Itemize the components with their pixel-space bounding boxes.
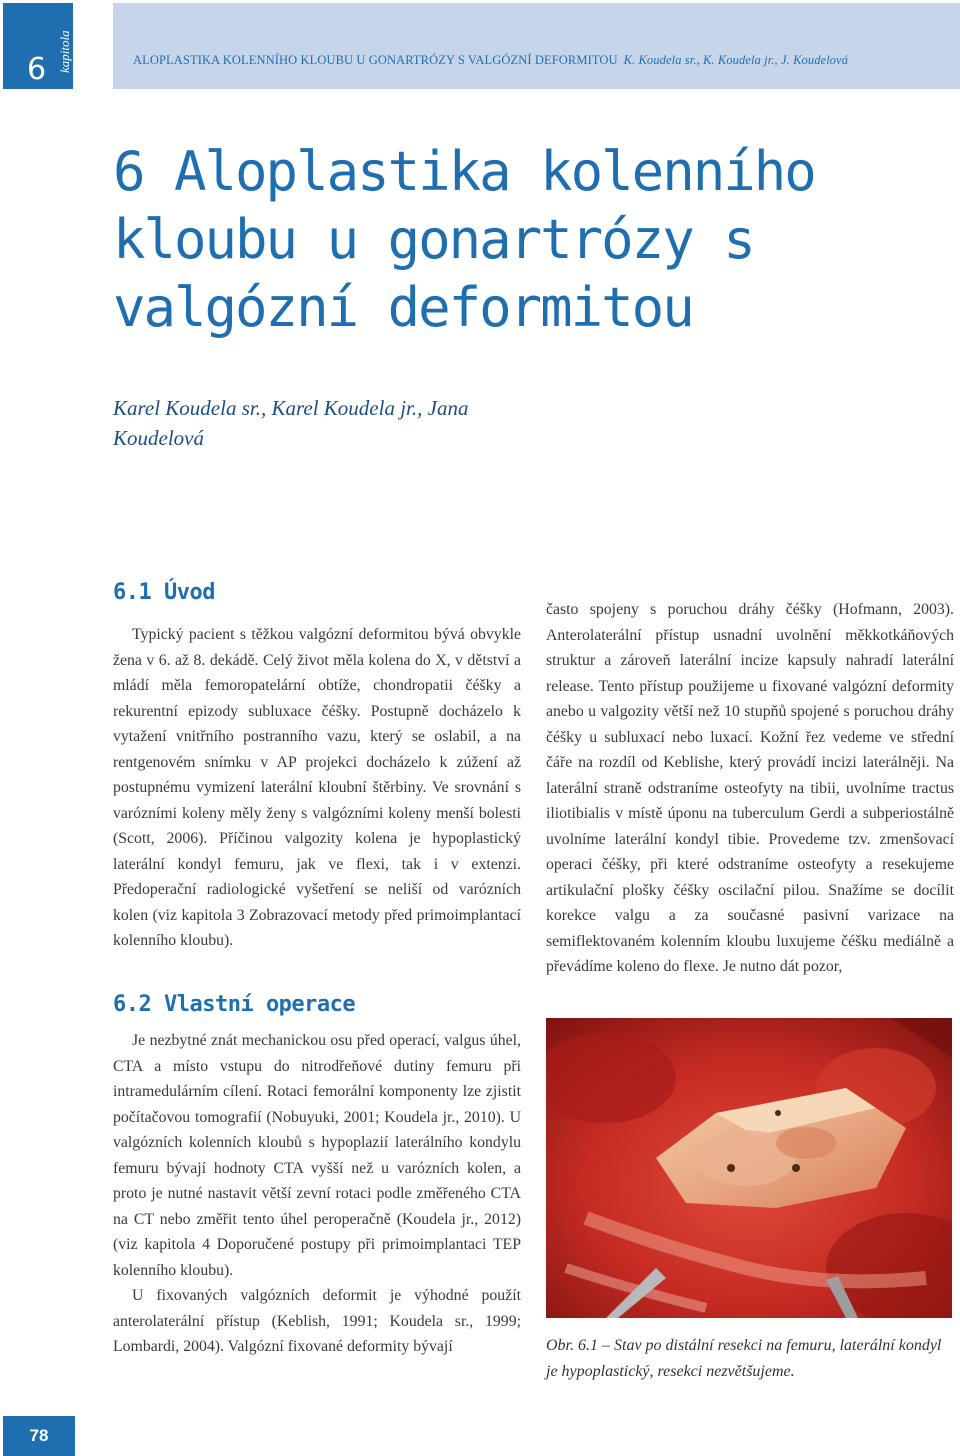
chapter-label: kapitola: [57, 30, 72, 73]
operation-text: [113, 1028, 521, 1360]
section-heading-operation: 6.2 Vlastní operace: [113, 992, 356, 1017]
paragraph: Je nezbytné znát mechanickou osu před operací, valgus úhel, CTA a místo vstupu do nitrodřeňové dutiny femuru při intramedulárním cílení. Rotaci femorální komponenty lze zjistit počítačovou tomografií (Nobuyuki, 2001; Koudela jr., 2010). U valgózních kolenních kloubů s hypoplazií laterálního kondylu femuru bývají hodnoty CTA vyšší než u varózních kolen, a proto je nutné nastavit větší zevní rotaci podle změřeného CTA na CT nebo změřit tento úhel peroperačně (Koudela jr., 2012) (viz kapitola 4 Doporučené postupy při primoimplantaci TEP kolenního kloubu).: [113, 1032, 521, 1279]
right-column-text: [546, 597, 954, 980]
page-number: 78: [3, 1416, 75, 1456]
intro-text: [113, 622, 521, 954]
paragraph: Typický pacient s těžkou valgózní deformitou bývá obvykle žena v 6. až 8. dekádě. Celý život měla kolena do X, v dětství a mládí měla femoropatelární obtíže, chondropatii čéšky a rekurentní epizody subluxace čéšky. Postupně docházelo k vytažení vnitřního postranního vazu, který se oslabil, a na rentgenovém snímku v AP projekci docházelo k zúžení až postupnému vymizení laterální kloubní štěrbiny. Ve srovnání s varózními koleny měly ženy s valgózními koleny menší bolesti (Scott, 2006). Příčinou valgozity kolena je hypoplastický laterální kondyl femuru, jak ve flexi, tak i v extenzi. Předoperační radiologické vyšetření se neliší od varózních kolen (viz kapitola 3 Zobrazovací metody před primoimplantací kolenního kloubu).: [113, 626, 521, 949]
chapter-title: 6 Aloplastika kolenního kloubu u gonartrózy s valgózní deformitou: [113, 140, 815, 339]
surgical-photo: [546, 1018, 952, 1318]
chapter-number: 6: [27, 52, 47, 87]
chapter-tab: [3, 3, 73, 89]
paragraph: často spojeny s poruchou dráhy čéšky (Hofmann, 2003). Anterolaterální přístup usnadní uvolnění měkkotkáňových struktur a zároveň laterální incize kapsuly nahradí laterální release. Tento přístup použijeme u fixované valgózní deformity anebo u valgozity větší než 10 stupňů spojené s poruchou dráhy čéšky u subluxací nebo luxací. Kožní řez vedeme ve střední čáře na rozdíl od Keblishe, který provádí incizi laterálněji. Na laterální straně odstraníme osteofyty na tibii, uvolníme tractus iliotibialis v místě úponu na tuberculum Gerdi a subperiostálně uvolníme laterální kondyl tibie. Provedeme tzv. zmenšovací operaci čéšky, při které odstraníme osteofyty a resekujeme artikulační plošky čéšky oscilační pilou. Snažíme se docílit korekce valgu a za současné pasivní varizace na semiflektovaném kolenním kloubu luxujeme čéšku mediálně a převádíme koleno do flexe. Je nutno dát pozor,: [546, 601, 954, 975]
running-title: [133, 53, 848, 68]
chapter-authors: Karel Koudela sr., Karel Koudela jr., Jana Koudelová: [113, 396, 469, 450]
figure-caption: Obr. 6.1 – Stav po distální resekci na femuru, laterální kondyl je hypoplastický, resekci nezvětšujeme.: [546, 1337, 942, 1380]
section-heading-intro: 6.1 Úvod: [113, 580, 215, 605]
running-header: [113, 3, 960, 89]
paragraph: U fixovaných valgózních deformit je výhodné použít anterolaterální přístup (Keblish, 1991; Koudela sr., 1999; Lombardi, 2004). Valgózní fixované deformity bývají: [113, 1287, 521, 1355]
running-authors: K. Koudela sr., K. Koudela jr., J. Koudelová: [623, 53, 849, 67]
running-title-text: ALOPLASTIKA KOLENNÍHO KLOUBU U GONARTRÓZY S VALGÓZNÍ DEFORMITOU: [133, 53, 618, 67]
